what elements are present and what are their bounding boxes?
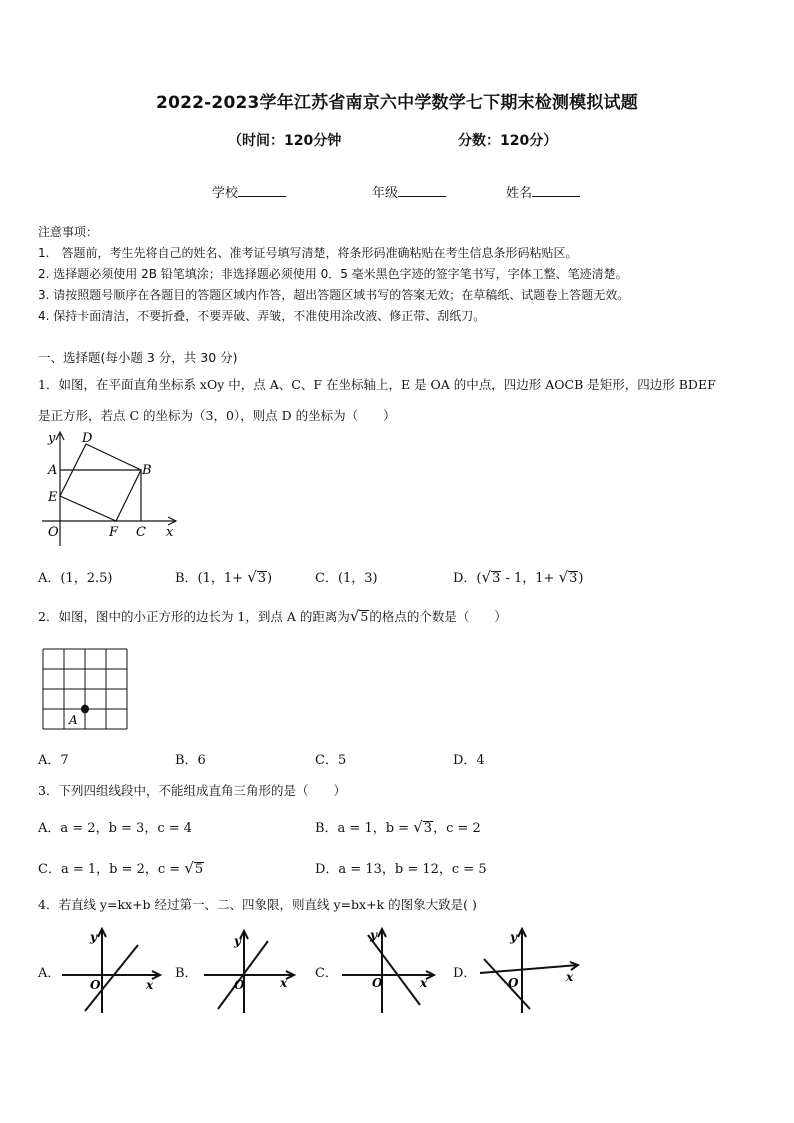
q1-label-F: F bbox=[109, 525, 119, 540]
q2-radicand: 5 bbox=[360, 609, 369, 624]
q3-option-b bbox=[315, 817, 481, 836]
q2-point-a bbox=[81, 705, 89, 714]
name-field bbox=[506, 182, 580, 201]
q4-a-o: O bbox=[90, 978, 101, 992]
section-heading: 一、选择题(每小题 3 分，共 30 分) bbox=[38, 350, 238, 365]
name-blank bbox=[532, 184, 580, 197]
note-item: 2. 选择题必须使用 2B 铅笔填涂；非选择题必须使用 0．5 毫米黑色字迹的签字笔书写，字体工整、笔迹清楚。 bbox=[38, 267, 628, 281]
q3-option-c bbox=[38, 858, 204, 877]
q1-option-d-post: ) bbox=[578, 571, 584, 586]
note-item: 3. 请按照题号顺序在各题目的答题区域内作答，超出答题区域书写的答案无效；在草稿纸、试题卷上答题无效。 bbox=[38, 288, 630, 302]
q4-graph-b bbox=[202, 925, 302, 1015]
q4-d-y: y bbox=[510, 930, 517, 944]
q2-option-b: B．6 bbox=[175, 753, 206, 768]
q2-option-a: A．7 bbox=[38, 753, 69, 768]
q1-option-b-radicand: 3 bbox=[257, 571, 267, 586]
q1-option-b-post: ) bbox=[267, 571, 273, 586]
q3-option-c-pre: C．a = 1，b = 2，c = bbox=[38, 862, 185, 877]
q2-option-c: C．5 bbox=[315, 753, 347, 768]
q4-d-o: O bbox=[508, 976, 519, 990]
q1-option-b-pre: B．(1，1+ bbox=[175, 571, 248, 586]
q1-label-O: O bbox=[48, 525, 59, 540]
q4-c-y: y bbox=[370, 928, 377, 942]
school-field bbox=[212, 182, 286, 201]
q1-option-d bbox=[453, 567, 584, 586]
q1-label-C: C bbox=[136, 525, 146, 540]
exam-score: 分数：120分） bbox=[458, 133, 558, 149]
q4-graph-c bbox=[340, 925, 440, 1015]
q1-option-d-pre: D．( bbox=[453, 571, 482, 586]
notes-block bbox=[38, 222, 758, 327]
school-label: 学校 bbox=[212, 186, 239, 201]
q1-option-d-radicand2: 3 bbox=[569, 571, 578, 586]
exam-title: 2022-2023学年江苏省南京六中学数学七下期末检测模拟试题 bbox=[156, 93, 638, 113]
q1-option-d-radicand1: 3 bbox=[492, 571, 501, 586]
q1-figure bbox=[36, 428, 186, 548]
q4-b-o: O bbox=[234, 978, 245, 992]
q3-line: 3．下列四组线段中，不能组成直角三角形的是（ ） bbox=[38, 783, 346, 798]
sqrt-symbol: √ bbox=[413, 818, 423, 836]
q4-option-b-label: B． bbox=[175, 966, 198, 981]
sqrt-symbol: √ bbox=[184, 859, 194, 877]
q1-shapes bbox=[60, 444, 141, 521]
q3-option-b-pre: B．a = 1，b = bbox=[315, 821, 414, 836]
q3-option-a: A．a = 2，b = 3，c = 4 bbox=[38, 821, 193, 836]
q3-option-c-radicand: 5 bbox=[194, 862, 204, 877]
sqrt-symbol: √ bbox=[247, 568, 257, 586]
q4-option-d-label: D． bbox=[453, 966, 477, 981]
q1-label-y: y bbox=[48, 431, 56, 446]
q1-option-b bbox=[175, 567, 272, 586]
name-label: 姓名 bbox=[506, 186, 533, 201]
q1-option-a: A．(1，2.5) bbox=[38, 571, 113, 586]
q2-option-d: D．4 bbox=[453, 753, 485, 768]
q3-option-b-post: ，c = 2 bbox=[433, 821, 481, 836]
q4-b-y: y bbox=[234, 934, 241, 948]
q4-option-a-label: A． bbox=[38, 966, 61, 981]
q4-a-y: y bbox=[90, 930, 97, 944]
q1-label-D: D bbox=[82, 431, 93, 446]
q1-option-c: C．(1，3) bbox=[315, 571, 378, 586]
q1-line1: 1．如图，在平面直角坐标系 xOy 中，点 A、C、F 在坐标轴上，E 是 OA 的中点，四边形 AOCB 是矩形，四边形 BDEF bbox=[38, 377, 716, 392]
q2-line-pre: 2．如图，图中的小正方形的边长为 1，到点 A 的距离为 bbox=[38, 609, 350, 624]
q4-c-x: x bbox=[420, 976, 428, 990]
sqrt-symbol: √ bbox=[481, 568, 492, 586]
q3-option-b-radicand: 3 bbox=[423, 821, 433, 836]
sqrt-symbol: √ bbox=[349, 607, 360, 625]
q2-line-post: 的格点的个数是（ ） bbox=[369, 609, 507, 624]
q4-graph-a bbox=[60, 925, 170, 1015]
school-blank bbox=[238, 184, 286, 197]
q1-line2: 是正方形，若点 C 的坐标为（3，0），则点 D 的坐标为（ ） bbox=[38, 408, 396, 423]
q2-grid bbox=[43, 649, 127, 729]
q4-line: 4．若直线 y=kx+b 经过第一、二、四象限，则直线 y=bx+k 的图象大致是( ) bbox=[38, 897, 477, 912]
q1-option-d-mid: - 1，1+ bbox=[501, 571, 559, 586]
q2-line bbox=[38, 607, 507, 625]
exam-time: （时间：120分钟 bbox=[228, 133, 342, 149]
q4-b-x: x bbox=[280, 976, 288, 990]
q4-graph-d bbox=[478, 925, 588, 1015]
note-item: 1. 答题前，考生先将自己的姓名、准考证号填写清楚，将条形码准确粘贴在考生信息条形码粘贴区。 bbox=[38, 246, 578, 260]
q4-option-c-label: C． bbox=[315, 966, 338, 981]
grade-label: 年级 bbox=[372, 186, 399, 201]
grade-field bbox=[372, 182, 446, 201]
q2-grid-figure bbox=[42, 648, 128, 730]
q2-point-label: A bbox=[69, 713, 78, 727]
q1-label-x: x bbox=[166, 525, 174, 540]
q4-c-o: O bbox=[372, 976, 383, 990]
q1-label-B: B bbox=[142, 463, 152, 478]
q4-a-x: x bbox=[146, 978, 154, 992]
q3-option-d: D．a = 13，b = 12，c = 5 bbox=[315, 862, 487, 877]
grade-blank bbox=[398, 184, 446, 197]
q4-d-x: x bbox=[566, 970, 574, 984]
q1-label-E: E bbox=[48, 490, 58, 505]
q1-label-A: A bbox=[48, 463, 58, 478]
notes-heading: 注意事项： bbox=[38, 225, 99, 239]
sqrt-symbol: √ bbox=[558, 568, 569, 586]
note-item: 4. 保持卡面清洁，不要折叠，不要弄破、弄皱，不准使用涂改液、修正带、刮纸刀。 bbox=[38, 309, 486, 323]
